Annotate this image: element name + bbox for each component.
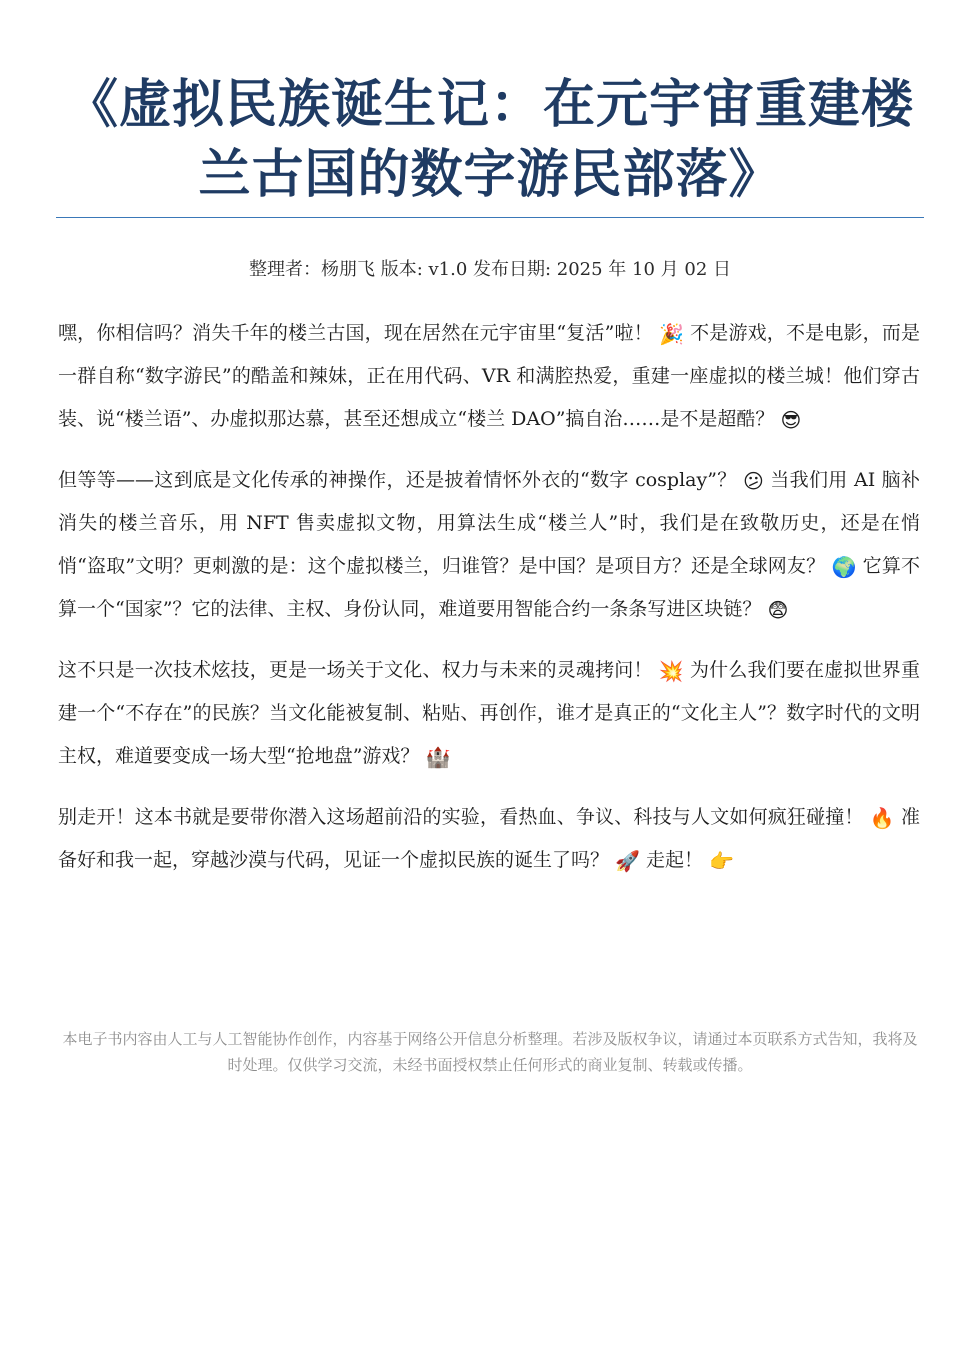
fearful-face-icon: 😨 bbox=[767, 598, 789, 622]
title-divider bbox=[56, 217, 924, 218]
paragraph-text: 但等等——这到底是文化传承的神操作，还是披着情怀外衣的“数字 cosplay”？ bbox=[58, 469, 737, 491]
paragraph-2 bbox=[58, 459, 920, 631]
paragraph-1 bbox=[58, 312, 920, 441]
paragraph-3 bbox=[58, 649, 920, 778]
sunglasses-face-icon: 😎 bbox=[780, 408, 802, 432]
paragraph-text: 别走开！这本书就是要带你潜入这场超前沿的实验，看热血、争议、科技与人文如何疯狂碰撞！ bbox=[58, 806, 864, 828]
paragraph-4 bbox=[58, 796, 920, 882]
paragraph-text: 它算不算一个“国家”？它的法律、主权、身份认同，难道要用智能合约一条条写进区块链？ bbox=[58, 555, 920, 620]
paragraph-text: 当我们用 AI 脑补消失的楼兰音乐，用 NFT 售卖虚拟文物，用算法生成“楼兰人”时，我们是在致敬历史，还是在悄悄“盗取”文明？更刺激的是：这个虚拟楼兰，归谁管？是中国？是项目方？还是全球网友？ bbox=[58, 469, 920, 577]
document-meta: 整理者：杨朋飞 版本: v1.0 发布日期: 2025 年 10 月 02 日 bbox=[248, 259, 732, 280]
rocket-icon: 🚀 bbox=[615, 849, 640, 873]
paragraph-text: 为什么我们要在虚拟世界重建一个“不存在”的民族？当文化能被复制、粘贴、再创作，谁才是真正的“文化主人”？数字时代的文明主权，难道要变成一场大型“抢地盘”游戏？ bbox=[58, 659, 920, 767]
paragraph-text: 嘿，你相信吗？消失千年的楼兰古国，现在居然在元宇宙里“复活”啦！ bbox=[58, 322, 653, 344]
collision-icon: 💥 bbox=[658, 659, 684, 683]
castle-icon: 🏰 bbox=[425, 745, 451, 769]
paragraph-text: 准备好和我一起，穿越沙漠与代码，见证一个虚拟民族的诞生了吗？ bbox=[58, 806, 920, 871]
document-body bbox=[58, 312, 920, 900]
copyright-notice: 本电子书内容由人工与人工智能协作创作，内容基于网络公开信息分析整理。若涉及版权争议，请通过本页联系方式告知，我将及时处理。仅供学习交流，未经书面授权禁止任何形式的商业复制、转载或传播。 bbox=[62, 1030, 918, 1074]
party-popper-icon: 🎉 bbox=[659, 322, 684, 346]
paragraph-text: 这不只是一次技术炫技，更是一场关于文化、权力与未来的灵魂拷问！ bbox=[58, 659, 653, 681]
confused-face-icon: 😕 bbox=[743, 469, 764, 493]
paragraph-text: 不是游戏，不是电影，而是一群自称“数字游民”的酷盖和辣妹，正在用代码、VR 和满腔热爱，重建一座虚拟的楼兰城！他们穿古装、说“楼兰语”、办虚拟那达慕，甚至还想成立“楼兰 DAO”搞自治……是不是超酷？ bbox=[58, 322, 920, 430]
fire-icon: 🔥 bbox=[869, 806, 895, 830]
globe-icon: 🌍 bbox=[831, 555, 857, 579]
pointing-hand-icon: 👉 bbox=[709, 849, 734, 873]
paragraph-text: 走起！ bbox=[646, 849, 704, 871]
document-title: 《虚拟民族诞生记：在元宇宙重建楼兰古国的数字游民部落》 bbox=[65, 75, 914, 205]
